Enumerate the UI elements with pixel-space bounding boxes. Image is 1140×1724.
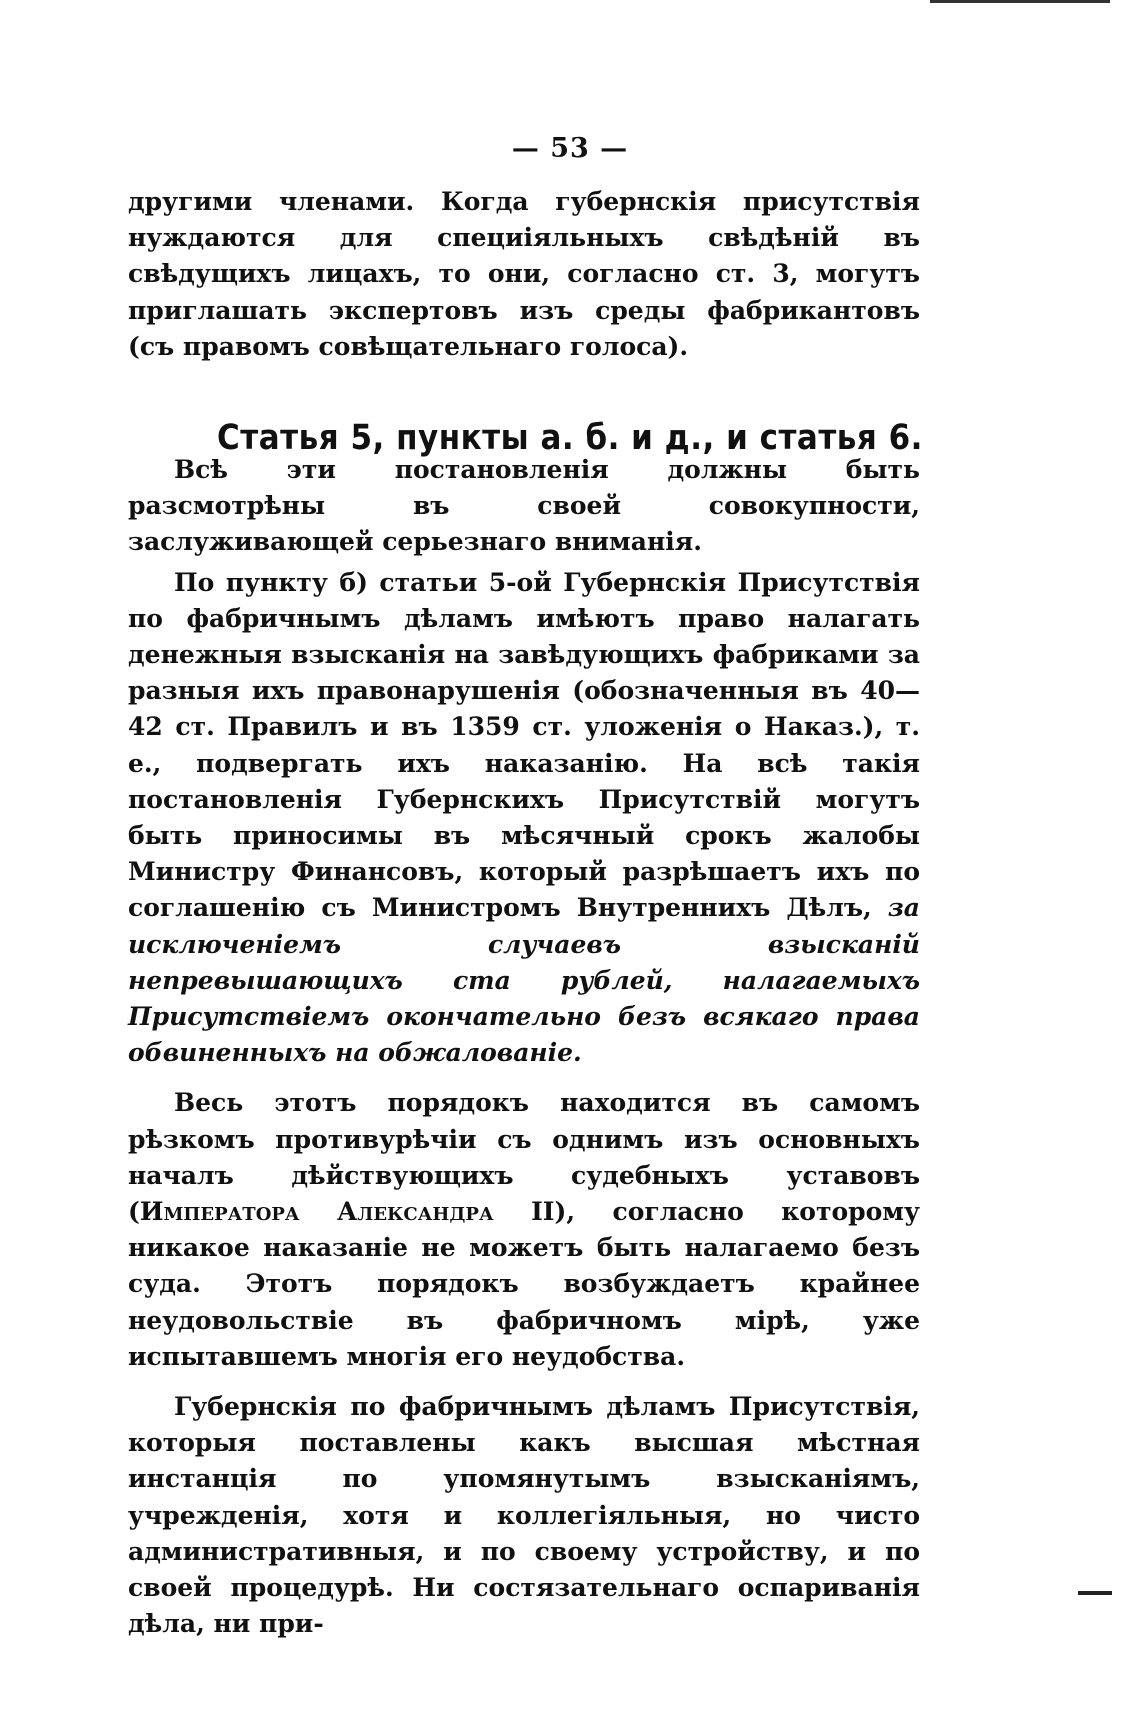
paragraph-2-normal: По пункту б) статьи 5-ой Губернскія Присутствія по фабричнымъ дѣламъ имѣютъ право налагать денежныя взысканія на завѣдующихъ фабриками за разныя ихъ правонарушенія (обозначенныя въ 40—42 ст. Правилъ и въ 1359 ст. уложенія о Наказ.), т. е., подвергать ихъ наказанію. На всѣ такія постановленія Губернскихъ Присутствій могутъ быть приносимы въ мѣсячный срокъ жалобы Министру Финансовъ, который разрѣшаетъ ихъ по соглашенію съ Министромъ Внутреннихъ Дѣлъ,: [128, 567, 920, 923]
paragraph-3-smallcaps: Императора Александра: [139, 1197, 494, 1227]
paragraph-4: Губернскія по фабричнымъ дѣламъ Присутствія, которыя поставлены какъ высшая мѣстная инстанція по упомянутымъ взысканіямъ, учрежденія, хотя и коллегіяльныя, но чисто административныя, и по своему устройству, и по своей процедурѣ. Ни состязательнаго оспариванія дѣла, ни при-: [128, 1392, 920, 1639]
paragraph-intro: [128, 184, 920, 365]
paragraph-text: другими членами. Когда губернскія присутствія нуждаются для специіяльныхъ свѣдѣній въ свѣдущихъ лицахъ, то они, согласно ст. 3, могутъ приглашать экспертовъ изъ среды фабрикантовъ (съ правомъ совѣщательнаго голоса).: [128, 187, 920, 361]
paragraph-body: [128, 452, 920, 1643]
paragraph-3: [128, 1085, 920, 1375]
paragraph-2: [128, 565, 920, 1072]
scan-mark: [1078, 1591, 1112, 1595]
page-number: — 53 —: [511, 133, 629, 164]
paragraph-3-part-a: Весь этотъ порядокъ находится въ самомъ рѣзкомъ противурѣчіи съ однимъ изъ основныхъ началъ дѣйствующихъ судебныхъ уставовъ (: [128, 1088, 920, 1227]
paragraph-1: Всѣ эти постановленія должны быть разсмотрѣны въ своей совокупности, заслуживающей серьезнаго вниманія.: [128, 455, 920, 557]
paragraph-2-italic: за исключеніемъ случаевъ взысканій непревышающихъ ста рублей, налагаемыхъ Присутствіемъ окончательно безъ всякаго права обвиненныхъ на обжалованіе.: [128, 893, 920, 1068]
section-heading: Статья 5, пункты а. б. и д., и статья 6.: [217, 417, 923, 459]
scan-edge-mark: [930, 0, 1110, 3]
paragraph-3-part-b: II), согласно которому никакое наказаніе не можетъ быть налагаемо безъ суда. Этотъ порядокъ возбуждаетъ крайнее неудовольствіе въ фабричномъ мірѣ, уже испытавшемъ многія его неудобства.: [128, 1197, 920, 1371]
